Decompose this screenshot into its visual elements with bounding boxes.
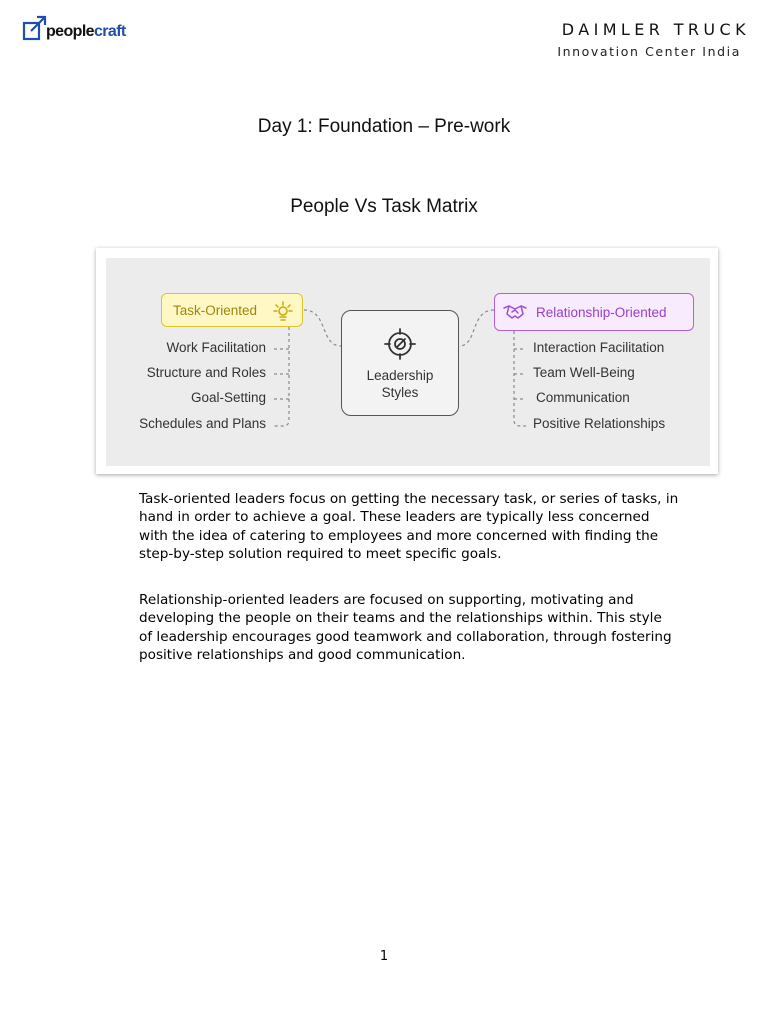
day-title: Day 1: Foundation – Pre-work <box>257 116 511 137</box>
leadership-styles-label: Leadership Styles <box>366 368 434 400</box>
connector-rel-center <box>459 310 494 346</box>
task-item-1: Work Facilitation <box>166 340 266 355</box>
task-oriented-paragraph: Task-oriented leaders focus on getting the necessary task, or series of tasks, in hand in order to achieve a goal. These leaders are typically less concerned with the idea of catering to employees and more concerned with finding the step-by-step solution required to meet specific goals. <box>139 491 679 562</box>
leadership-styles-figure <box>96 248 718 474</box>
task-oriented-label: Task-Oriented <box>173 303 258 318</box>
connector-task-spine <box>274 327 289 426</box>
relationship-oriented-paragraph: Relationship-oriented leaders are focused on supporting, motivating and developing the people on their teams and the relationships within. This style of leadership encourages good teamwork and collaboration, through fostering positive relationships and good communication. <box>139 592 672 663</box>
daimler-truck-subtitle: Innovation Center India <box>557 44 741 59</box>
peoplecraft-logo-icon <box>22 14 48 42</box>
task-item-2: Structure and Roles <box>146 365 266 380</box>
daimler-truck-name: DAIMLER TRUCK <box>561 20 750 39</box>
peoplecraft-logo <box>22 14 152 46</box>
page-number: 1 <box>379 949 389 964</box>
relationship-item-1: Interaction Facilitation <box>533 340 665 355</box>
connector-rel-spine <box>514 331 526 426</box>
task-item-4: Schedules and Plans <box>139 416 266 431</box>
wordmark-main: people <box>46 23 94 40</box>
leadership-styles-node <box>341 310 459 416</box>
relationship-item-2: Team Well-Being <box>533 365 635 380</box>
connector-task-center <box>304 310 341 346</box>
lightbulb-icon <box>272 300 294 322</box>
relationship-oriented-label: Relationship-Oriented <box>536 305 667 320</box>
daimler-truck-logo <box>557 20 750 61</box>
relationship-item-4: Positive Relationships <box>533 416 666 431</box>
relationship-item-3: Communication <box>536 390 630 405</box>
diagram-canvas <box>106 258 710 466</box>
relationship-oriented-node <box>494 293 694 331</box>
target-icon <box>383 327 417 361</box>
wordmark-accent: craft <box>93 23 126 40</box>
task-item-3: Goal-Setting <box>190 390 266 405</box>
peoplecraft-wordmark <box>46 23 126 41</box>
matrix-title: People Vs Task Matrix <box>290 196 478 217</box>
task-oriented-node <box>161 293 303 327</box>
handshake-icon <box>503 302 527 322</box>
